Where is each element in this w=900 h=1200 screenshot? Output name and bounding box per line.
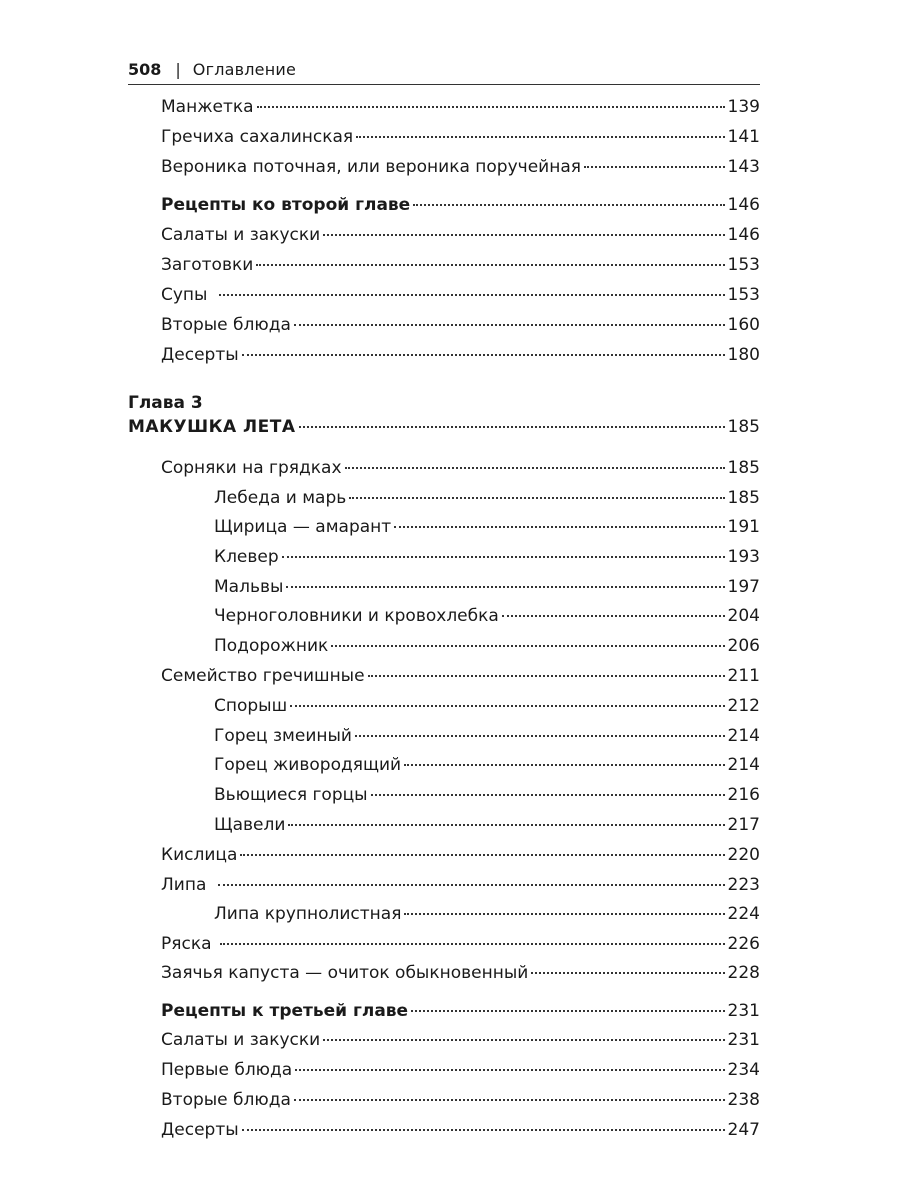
toc-entry-label: Рецепты к третьей главе [161,1001,409,1021]
toc-entry[interactable] [161,963,760,985]
toc-entry-page: 141 [727,127,760,147]
toc-entry-label: Подорожник [214,636,329,656]
dot-leader [394,526,724,528]
dot-leader [242,1129,725,1131]
dot-leader [413,204,724,206]
dot-leader [371,794,725,796]
toc-entry-label: Вторые блюда [161,315,291,335]
toc-entry-page: 191 [727,517,760,537]
toc-entry[interactable] [161,345,760,367]
toc-entry-page: 234 [727,1060,760,1080]
toc-entry[interactable] [161,97,760,119]
toc-entry-page: 228 [727,963,760,983]
dot-leader [295,1069,724,1071]
toc-entry-page: 153 [727,255,760,275]
toc-entry-label: Вторые блюда [161,1090,291,1110]
chapter-label: Глава 3 [128,393,203,413]
toc-entry-page: 185 [727,458,760,478]
dot-leader [323,1039,724,1041]
dot-leader [242,354,725,356]
toc-entry-page: 214 [727,726,760,746]
toc-entry-page: 214 [727,755,760,775]
toc-entry[interactable] [161,1120,760,1142]
toc-entry-page: 247 [727,1120,760,1140]
toc-entry-label: Вероника поточная, или вероника поручейная [161,157,581,177]
dot-leader [331,645,724,647]
dot-leader [356,136,724,138]
toc-entry-label: Семейство гречишные [161,666,365,686]
toc-subentry[interactable] [214,904,760,926]
toc-entry-label: Черноголовники и кровохлебка [214,606,499,626]
toc-entry[interactable] [161,127,760,149]
toc-entry-page: 223 [727,875,760,895]
toc-entry[interactable] [161,875,760,897]
dot-leader [411,1010,724,1012]
toc-entry-page: 231 [727,1030,760,1050]
dot-leader [294,1099,725,1101]
toc-entry-page: 231 [727,1001,760,1021]
toc-entry-label: Салаты и закуски [161,1030,321,1050]
dot-leader [404,913,724,915]
toc-entry-label: Горец змеиный [214,726,352,746]
toc-entry-label: Первые блюда [161,1060,293,1080]
toc-entry[interactable] [161,315,760,337]
toc-entry[interactable] [161,157,760,179]
section-title: Оглавление [192,60,297,79]
toc-entry-label: Щирица — амарант [214,517,392,537]
toc-subentry[interactable] [214,696,760,718]
dot-leader [531,972,724,974]
toc-subentry[interactable] [214,726,760,748]
toc-entry-label: Заячья капуста — очиток обыкновенный [161,963,529,983]
toc-entry-label: Клевер [214,547,279,567]
toc-subentry[interactable] [214,517,760,539]
toc-entry-label: Ряска [161,934,212,954]
toc-subentry[interactable] [214,488,760,510]
toc-entry[interactable] [161,458,760,480]
dot-leader [290,705,724,707]
toc-entry-page: 146 [727,225,760,245]
toc-subentry[interactable] [214,606,760,628]
dot-leader [349,497,724,499]
toc-subentry[interactable] [214,577,760,599]
dot-leader [404,764,724,766]
toc-entry-page: 226 [727,934,760,954]
toc-entry-page: 160 [727,315,760,335]
toc-entry-label: Манжетка [161,97,254,117]
toc-entry-label: Рецепты ко второй главе [161,195,411,215]
toc-entry-page: 143 [727,157,760,177]
header-separator: | [175,60,181,79]
toc-entry-page: 217 [727,815,760,835]
toc-entry-page: 220 [727,845,760,865]
toc-entry[interactable] [161,934,760,956]
toc-entry-label: Десерты [161,345,239,365]
chapter-title[interactable] [128,417,760,439]
toc-entry-label: Заготовки [161,255,254,275]
toc-entry-label: Спорыш [214,696,288,716]
toc-entry-label: Десерты [161,1120,239,1140]
toc-entry[interactable] [161,1090,760,1112]
toc-entry-page: 206 [727,636,760,656]
toc-entry-label: Гречиха сахалинская [161,127,354,147]
toc-entry-label: Сорняки на грядках [161,458,342,478]
toc-entry-page: 146 [727,195,760,215]
dot-leader [257,106,725,108]
toc-entry-label: Щавели [214,815,286,835]
dot-leader [286,586,724,588]
dot-leader [355,735,725,737]
toc-entry-page: 185 [727,417,760,437]
toc-entry-label: Кислица [161,845,238,865]
toc-entry-label: Горец живородящий [214,755,402,775]
dot-leader [256,264,724,266]
toc-entry-page: 153 [727,285,760,305]
toc-entry[interactable] [161,285,760,307]
toc-entry-page: 212 [727,696,760,716]
toc-entry-page: 193 [727,547,760,567]
dot-leader [294,324,725,326]
dot-leader [282,556,725,558]
toc-entry-page: 185 [727,488,760,508]
toc-entry-page: 224 [727,904,760,924]
toc-entry-label: Липа [161,875,207,895]
dot-leader [323,234,724,236]
toc-entry[interactable] [161,225,760,247]
toc-entry-page: 216 [727,785,760,805]
toc-entry[interactable] [161,845,760,867]
toc-entry-page: 238 [727,1090,760,1110]
dot-leader [219,294,724,296]
toc-subentry[interactable] [214,755,760,777]
dot-leader [240,854,724,856]
toc-entry-label: Салаты и закуски [161,225,321,245]
page-number: 508 [128,60,162,79]
dot-leader [502,615,725,617]
toc-subentry[interactable] [214,785,760,807]
toc-subentry[interactable] [214,636,760,658]
toc-entry-label: Супы [161,285,208,305]
toc-entry[interactable] [161,666,760,688]
toc-entry-page: 211 [727,666,760,686]
dot-leader [220,943,725,945]
toc-entry-page: 180 [727,345,760,365]
toc-subentry[interactable] [214,815,760,837]
toc-entry-label: Мальвы [214,577,284,597]
chapter-title-label: МАКУШКА ЛЕТА [128,417,296,437]
toc-entry-page: 197 [727,577,760,597]
dot-leader [368,675,725,677]
dot-leader [218,884,724,886]
toc-entry-page: 204 [727,606,760,626]
toc-entry-page: 139 [727,97,760,117]
toc-subentry[interactable] [214,547,760,569]
toc-entry-label: Вьющиеся горцы [214,785,368,805]
toc-recipes-heading[interactable] [161,195,760,217]
dot-leader [299,426,725,428]
toc-entry-label: Лебеда и марь [214,488,347,508]
dot-leader [345,467,725,469]
toc-entry[interactable] [161,1030,760,1052]
toc-entry[interactable] [161,1060,760,1082]
dot-leader [288,824,724,826]
toc-entry[interactable] [161,255,760,277]
dot-leader [584,166,725,168]
toc-recipes-heading[interactable] [161,1001,760,1023]
toc-entry-label: Липа крупнолистная [214,904,402,924]
